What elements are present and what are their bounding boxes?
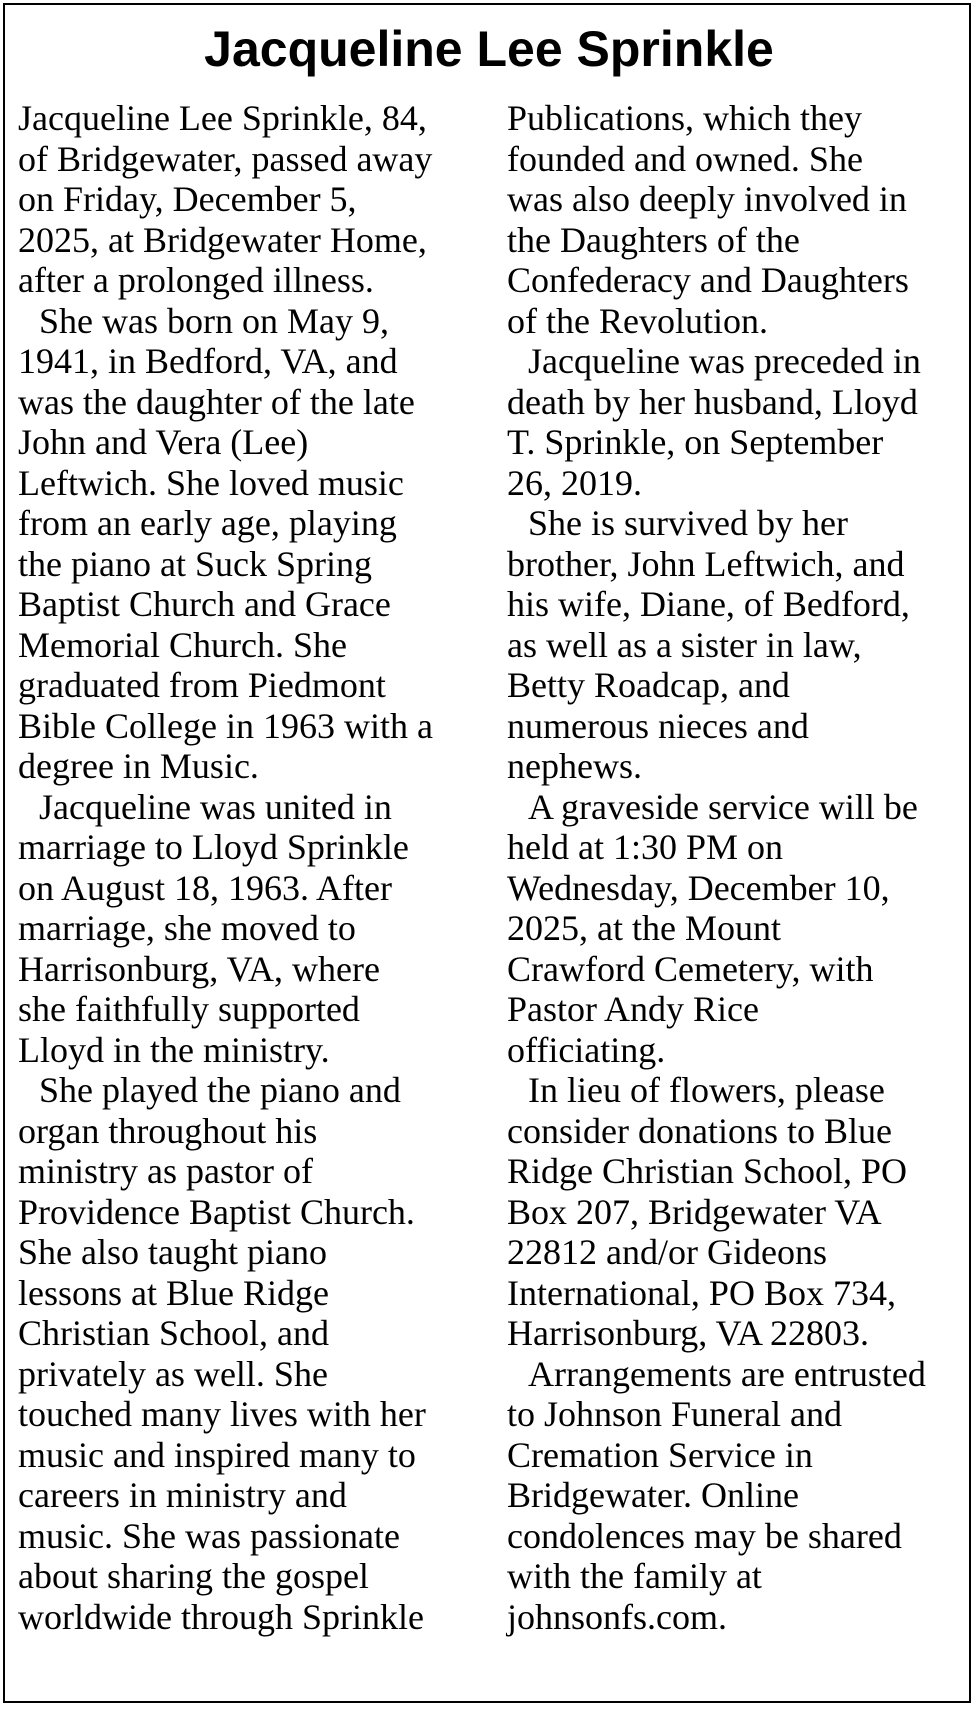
obituary-text-line: John and Vera (Lee) (18, 422, 309, 462)
obituary-text-line: graduated from Piedmont (18, 665, 386, 705)
obituary-left-column (18, 98, 488, 1637)
obituary-text-line: Jacqueline was united in (39, 786, 392, 827)
obituary-text-line: Leftwich. She loved music (18, 462, 404, 503)
obituary-text-line: numerous nieces and (507, 705, 809, 746)
obituary-text-line: Ridge Christian School, PO (507, 1151, 908, 1191)
obituary-text-line: from an early age, playing (18, 503, 397, 543)
obituary-text-line: Bridgewater. Online (507, 1475, 799, 1515)
obituary-text-line: Baptist Church and Grace (18, 584, 391, 624)
obituary-text-line: privately as well. She (18, 1353, 328, 1394)
obituary-text-line: Bible College in 1963 with a (18, 705, 433, 746)
obituary-text-line: T. Sprinkle, on September (507, 422, 884, 462)
obituary-text-line: careers in ministry and (18, 1475, 347, 1515)
obituary-text-line: on Friday, December 5, (18, 179, 357, 219)
obituary-text-line: She was born on May 9, (39, 300, 389, 341)
obituary-text-line: Providence Baptist Church. (18, 1191, 415, 1232)
obituary-text-line: Lloyd in the ministry. (18, 1029, 330, 1070)
obituary-text-line: Arrangements are entrusted (528, 1353, 926, 1394)
obituary-text-line: In lieu of flowers, please (528, 1070, 885, 1110)
obituary-text-line: Pastor Andy Rice (507, 989, 759, 1029)
obituary-text-line: Harrisonburg, VA 22803. (507, 1313, 870, 1353)
obituary-text-line: about sharing the gospel (18, 1556, 369, 1596)
obituary-text-line: death by her husband, Lloyd (507, 381, 918, 422)
obituary-text-line: 1941, in Bedford, VA, and (18, 341, 398, 381)
obituary-text-line: She also taught piano (18, 1232, 327, 1272)
obituary-text-line: Box 207, Bridgewater VA (507, 1191, 882, 1232)
obituary-text-line: Harrisonburg, VA, where (18, 948, 380, 989)
obituary-text-line: of Bridgewater, passed away (18, 138, 433, 179)
obituary-text-line: She played the piano and (39, 1070, 401, 1110)
obituary-text-line: She is survived by her (528, 503, 848, 543)
obituary-text-line: Cremation Service in (507, 1434, 813, 1475)
obituary-text-line: she faithfully supported (18, 989, 360, 1029)
obituary-text-line: Christian School, and (18, 1313, 329, 1353)
obituary-text-line: marriage to Lloyd Sprinkle (18, 827, 409, 867)
obituary-text-line: touched many lives with her (18, 1394, 426, 1434)
obituary-text-line: was also deeply involved in (507, 179, 907, 219)
obituary-text-line: as well as a sister in law, (507, 624, 862, 665)
obituary-text-line: worldwide through Sprinkle (18, 1596, 424, 1637)
obituary-text-line: marriage, she moved to (18, 908, 356, 948)
obituary-text-line: music. She was passionate (18, 1515, 400, 1556)
obituary-frame (3, 3, 971, 1703)
obituary-text-line: degree in Music. (18, 746, 259, 786)
obituary-text-line: 22812 and/or Gideons (507, 1232, 827, 1272)
obituary-text-line: 26, 2019. (507, 462, 642, 503)
obituary-text-line: 2025, at the Mount (507, 908, 781, 948)
obituary-text-line: Publications, which they (507, 98, 862, 138)
obituary-right-column (507, 98, 967, 1637)
obituary-text-line: Crawford Cemetery, with (507, 948, 874, 989)
obituary-text-line: johnsonfs.com. (507, 1596, 727, 1637)
obituary-text-line: organ throughout his (18, 1110, 318, 1151)
obituary-text-line: founded and owned. She (507, 138, 863, 179)
obituary-text-line: was the daughter of the late (18, 381, 415, 422)
obituary-text-line: after a prolonged illness. (18, 260, 374, 300)
obituary-text-line: condolences may be shared (507, 1515, 902, 1556)
obituary-text-line: A graveside service will be (528, 786, 918, 827)
obituary-text-line: the piano at Suck Spring (18, 543, 372, 584)
obituary-text-line: music and inspired many to (18, 1434, 416, 1475)
obituary-text-line: brother, John Leftwich, and (507, 543, 905, 584)
obituary-text-line: lessons at Blue Ridge (18, 1272, 329, 1313)
obituary-text-line: consider donations to Blue (507, 1110, 892, 1151)
obituary-text-line: Confederacy and Daughters (507, 260, 909, 300)
obituary-text-line: of the Revolution. (507, 300, 768, 341)
obituary-text-line: on August 18, 1963. After (18, 867, 392, 908)
obituary-text-line: ministry as pastor of (18, 1151, 313, 1191)
obituary-text-line: Wednesday, December 10, (507, 867, 890, 908)
obituary-text-line: his wife, Diane, of Bedford, (507, 584, 910, 624)
obituary-text-line: the Daughters of the (507, 219, 800, 260)
obituary-text-line: Jacqueline Lee Sprinkle, 84, (18, 98, 427, 138)
obituary-text-line: Betty Roadcap, and (507, 665, 790, 705)
obituary-text-line: held at 1:30 PM on (507, 827, 783, 867)
obituary-title: Jacqueline Lee Sprinkle (204, 21, 774, 77)
obituary-text-line: 2025, at Bridgewater Home, (18, 219, 427, 260)
obituary-text-line: with the family at (507, 1556, 762, 1596)
obituary-text-line: Memorial Church. She (18, 624, 347, 665)
obituary-text-line: International, PO Box 734, (507, 1272, 896, 1313)
obituary-text-line: officiating. (507, 1029, 666, 1070)
obituary-text-line: Jacqueline was preceded in (528, 341, 921, 381)
obituary-text-line: to Johnson Funeral and (507, 1394, 842, 1434)
obituary-text-line: nephews. (507, 746, 642, 786)
